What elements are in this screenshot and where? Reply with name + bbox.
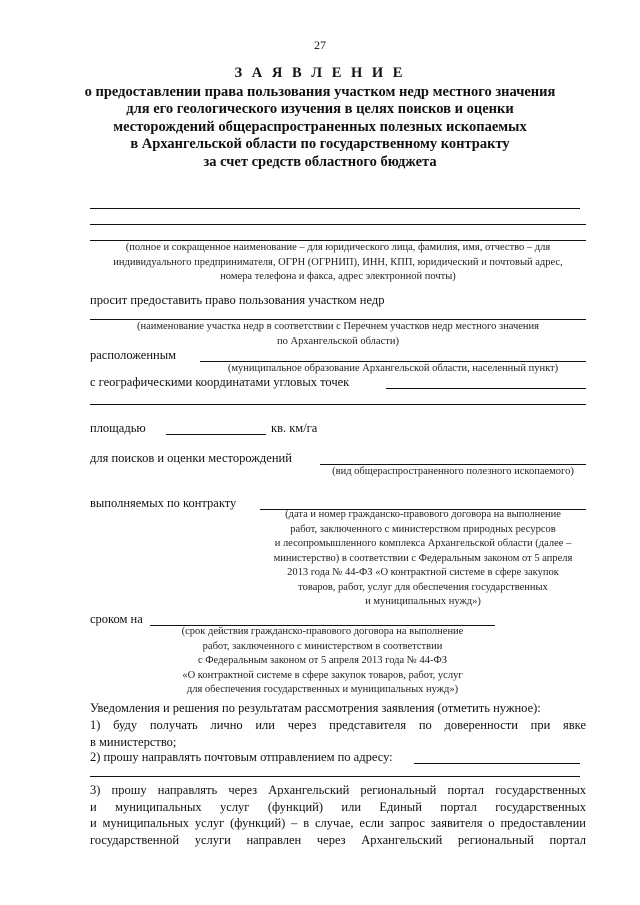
notification-option-1[interactable] — [90, 717, 586, 750]
caption-line: работ, заключенного с министерством в соответствии — [202, 640, 443, 652]
caption-line: и лесопромышленного комплекса Архангельской области (далее – — [274, 538, 572, 549]
mineral-caption: (вид общераспространенного полезного ископаемого) — [332, 466, 574, 477]
postal-address-field-1[interactable] — [414, 763, 580, 764]
coords-label: с географическими координатами угловых точек — [90, 375, 350, 389]
caption-line: министерство) в соответствии с Федеральным законом от 5 апреля — [273, 552, 573, 564]
caption-line: 2013 года № 44-ФЗ «О контрактной системе в сфере закупок — [287, 567, 559, 578]
search-label: для поисков и оценки месторождений — [90, 451, 292, 465]
contract-label: выполняемых по контракту — [90, 496, 237, 510]
municipal-caption: (муниципальное образование Архангельской области, населенный пункт) — [227, 363, 559, 374]
applicant-field-line-2[interactable] — [90, 224, 586, 225]
plot-caption — [90, 320, 586, 349]
caption-line: (наименование участка недр в соответствии с Перечнем участков недр местного значения — [137, 321, 539, 332]
notification-option-3[interactable] — [90, 782, 586, 848]
applicant-caption — [90, 241, 586, 285]
caption-line: товаров, работ, услуг для обеспечения государственных — [298, 581, 548, 593]
term-caption — [150, 625, 495, 698]
option-line: государственной услуги направлен через Архангельский региональный портал — [90, 832, 586, 847]
title-line: для его геологического изучения в целях поисков и оценки — [126, 101, 514, 117]
option-line: 1) буду получать лично или через представителя по доверенности при явке — [90, 718, 586, 732]
caption-line: (дата и номер гражданско-правового договора на выполнение — [285, 509, 561, 520]
caption-line: для обеспечения государственных и муниципальных нужд») — [186, 684, 459, 695]
area-label: площадью — [90, 421, 146, 435]
option-line: и муниципальных услуг (функций) – в случае, если запрос заявителя о предоставлении — [90, 816, 586, 830]
area-unit: кв. км/га — [271, 421, 318, 435]
caption-line: (полное и сокращенное наименование – для юридического лица, фамилия, имя, отчество – для — [125, 242, 551, 253]
page-number: 27 — [314, 38, 326, 52]
title-main: З А Я В Л Е Н И Е — [234, 65, 406, 81]
caption-line: индивидуального предпринимателя, ОГРН (ОГРНИП), ИНН, КПП, юридический и почтовый адрес, — [113, 256, 563, 268]
option-line: в министерство; — [90, 734, 177, 749]
caption-line: номера телефона и факса, адрес электронной почты) — [220, 271, 456, 282]
area-field[interactable] — [166, 434, 266, 435]
notification-option-2[interactable]: 2) прошу направлять почтовым отправлением по адресу: — [90, 750, 393, 764]
title-line: за счет средств областного бюджета — [203, 153, 437, 170]
caption-line: (срок действия гражданско-правового договора на выполнение — [181, 626, 464, 637]
caption-line: с Федеральным законом от 5 апреля 2013 года № 44-ФЗ — [197, 655, 448, 666]
request-text: просит предоставить право пользования участком недр — [90, 293, 385, 307]
caption-line: по Архангельской области) — [277, 335, 399, 347]
contract-caption — [260, 508, 586, 610]
title-line: месторождений общераспространенных полезных ископаемых — [113, 118, 527, 135]
title-line: о предоставлении права пользования участком недр местного значения — [84, 83, 556, 100]
coords-field-1[interactable] — [386, 388, 586, 389]
coords-field-2[interactable] — [90, 404, 586, 405]
notifications-heading: Уведомления и решения по результатам рассмотрения заявления (отметить нужное): — [90, 701, 541, 715]
caption-line: работ, заключенного с министерством природных ресурсов — [290, 523, 556, 535]
title-line: в Архангельской области по государственному контракту — [130, 136, 510, 152]
document-title — [0, 65, 640, 171]
option-line: 3) прошу направлять через Архангельский региональный портал государственных — [90, 783, 586, 797]
caption-line: и муниципальных нужд») — [365, 596, 481, 607]
term-label: сроком на — [90, 612, 143, 626]
located-label: расположенным — [90, 348, 177, 362]
applicant-field-line-1[interactable] — [90, 208, 580, 209]
caption-line: «О контрактной системе в сфере закупок товаров, работ, услуг — [182, 669, 463, 681]
postal-address-field-2[interactable] — [90, 776, 580, 777]
option-line: и муниципальных услуг (функций) или Единый портал государственных — [90, 799, 586, 814]
